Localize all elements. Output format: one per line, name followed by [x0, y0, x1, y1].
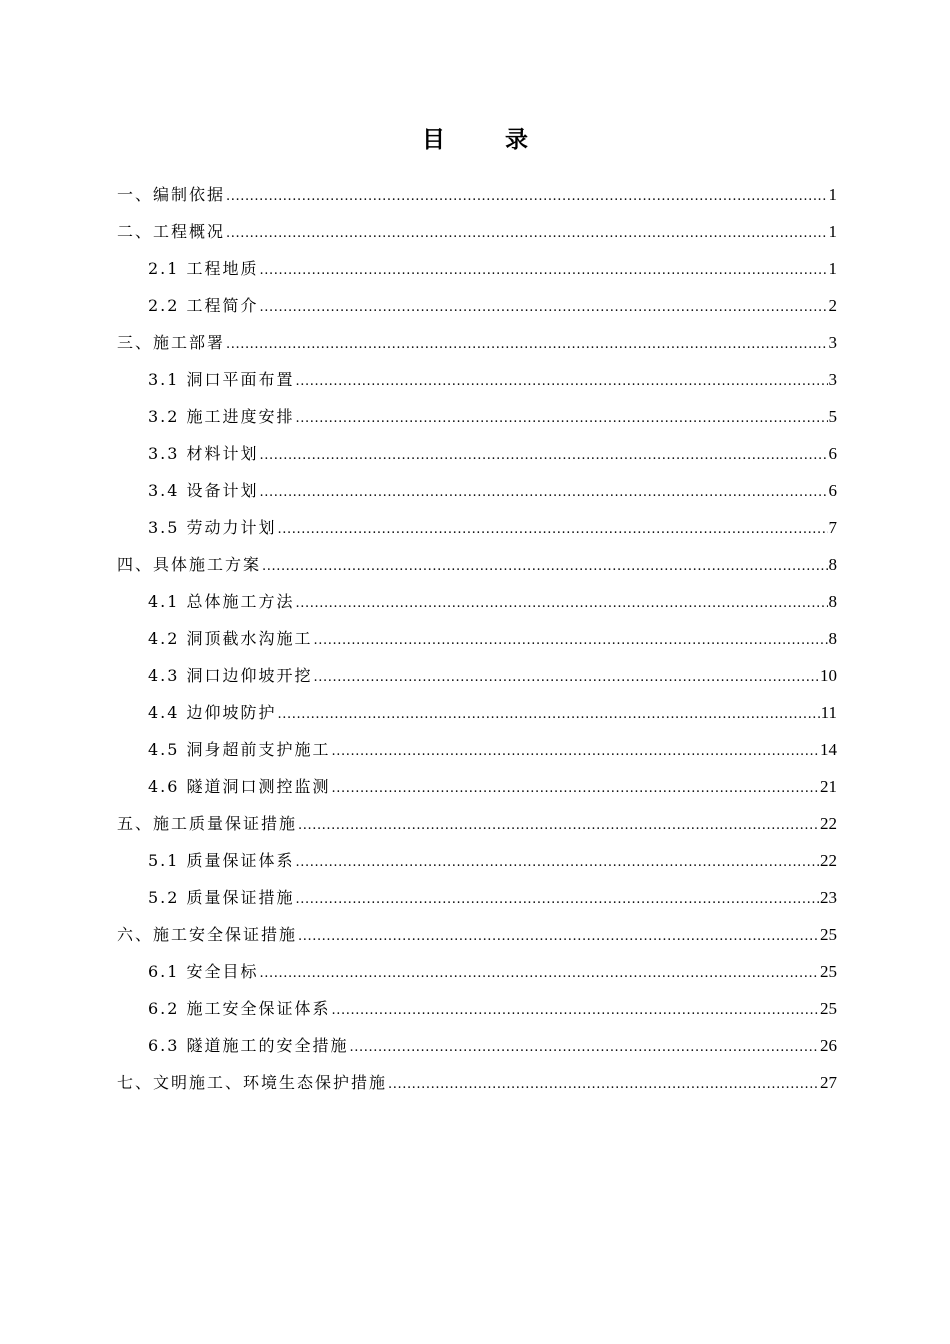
toc-leader-dots	[332, 990, 819, 1029]
toc-entry-label: 三、施工部署	[117, 333, 226, 352]
toc-page-number: 22	[820, 814, 837, 833]
toc-page-number: 8	[828, 555, 837, 574]
toc-page-number: 1	[828, 259, 837, 278]
toc-entry-label: 4.6 隧道洞口测控监测	[148, 777, 331, 796]
toc-leader-dots	[314, 657, 819, 696]
toc-entry[interactable]	[117, 990, 837, 1027]
toc-entry-label: 3.3 材料计划	[148, 444, 259, 463]
toc-page-number: 3	[828, 370, 837, 389]
toc-leader-dots	[278, 694, 820, 733]
toc-entry-label: 3.5 劳动力计划	[148, 518, 277, 537]
toc-entry[interactable]	[117, 287, 837, 324]
toc-entry[interactable]	[117, 176, 837, 213]
toc-leader-dots	[314, 620, 828, 659]
toc-entry[interactable]	[117, 472, 837, 509]
toc-page-number: 11	[820, 703, 837, 722]
toc-leader-dots	[260, 250, 828, 289]
toc-page-number: 6	[828, 444, 837, 463]
toc-entry-label: 6.1 安全目标	[148, 962, 259, 981]
toc-page-number: 25	[820, 925, 837, 944]
toc-page-number: 27	[820, 1073, 837, 1092]
toc-leader-dots	[332, 768, 819, 807]
toc-entry[interactable]	[117, 916, 837, 953]
toc-leader-dots	[226, 213, 827, 252]
toc-entry-label: 5.2 质量保证措施	[148, 888, 295, 907]
toc-leader-dots	[296, 361, 828, 400]
toc-leader-dots	[298, 805, 819, 844]
toc-entry[interactable]	[117, 435, 837, 472]
toc-entry-label: 3.4 设备计划	[148, 481, 259, 500]
toc-page-number: 10	[820, 666, 837, 685]
toc-page-number: 26	[820, 1036, 837, 1055]
toc-entry[interactable]	[117, 842, 837, 879]
table-of-contents	[117, 176, 837, 1101]
toc-page-number: 23	[820, 888, 837, 907]
toc-leader-dots	[350, 1027, 819, 1066]
toc-entry[interactable]	[117, 213, 837, 250]
toc-entry-label: 4.2 洞顶截水沟施工	[148, 629, 313, 648]
toc-leader-dots	[226, 176, 827, 215]
toc-leader-dots	[388, 1064, 819, 1103]
toc-entry-label: 七、文明施工、环境生态保护措施	[117, 1073, 388, 1092]
toc-page-number: 1	[828, 185, 837, 204]
toc-entry-label: 6.2 施工安全保证体系	[148, 999, 331, 1018]
toc-page-number: 25	[820, 962, 837, 981]
page-title: 目 录	[421, 126, 554, 153]
toc-leader-dots	[296, 398, 828, 437]
toc-entry-label: 6.3 隧道施工的安全措施	[148, 1036, 349, 1055]
toc-entry[interactable]	[117, 583, 837, 620]
toc-leader-dots	[260, 472, 828, 511]
toc-page-number: 5	[828, 407, 837, 426]
toc-entry[interactable]	[117, 768, 837, 805]
toc-entry-label: 六、施工安全保证措施	[117, 925, 298, 944]
toc-entry-label: 四、具体施工方案	[117, 555, 262, 574]
toc-entry-label: 3.2 施工进度安排	[148, 407, 295, 426]
toc-leader-dots	[298, 916, 819, 955]
toc-leader-dots	[226, 324, 827, 363]
toc-entry[interactable]	[117, 694, 837, 731]
toc-leader-dots	[278, 509, 828, 548]
toc-page-number: 8	[828, 629, 837, 648]
toc-entry[interactable]	[117, 657, 837, 694]
toc-page-number: 25	[820, 999, 837, 1018]
toc-entry[interactable]	[117, 509, 837, 546]
toc-entry-label: 3.1 洞口平面布置	[148, 370, 295, 389]
toc-entry-label: 一、编制依据	[117, 185, 226, 204]
toc-entry-label: 4.1 总体施工方法	[148, 592, 295, 611]
toc-entry[interactable]	[117, 361, 837, 398]
toc-entry[interactable]	[117, 620, 837, 657]
toc-entry[interactable]	[117, 805, 837, 842]
toc-page-number: 22	[820, 851, 837, 870]
toc-entry-label: 4.3 洞口边仰坡开挖	[148, 666, 313, 685]
toc-entry-label: 4.5 洞身超前支护施工	[148, 740, 331, 759]
toc-entry-label: 二、工程概况	[117, 222, 226, 241]
toc-leader-dots	[296, 583, 828, 622]
toc-page-number: 21	[820, 777, 837, 796]
toc-entry[interactable]	[117, 731, 837, 768]
toc-page-number: 6	[828, 481, 837, 500]
toc-entry-label: 五、施工质量保证措施	[117, 814, 298, 833]
toc-entry-label: 2.1 工程地质	[148, 259, 259, 278]
toc-page-number: 2	[828, 296, 837, 315]
toc-page-number: 1	[828, 222, 837, 241]
toc-entry[interactable]	[117, 398, 837, 435]
toc-entry[interactable]	[117, 1064, 837, 1101]
toc-leader-dots	[296, 879, 819, 918]
toc-entry[interactable]	[117, 546, 837, 583]
toc-page-number: 14	[820, 740, 837, 759]
toc-leader-dots	[262, 546, 827, 585]
toc-page-number: 3	[828, 333, 837, 352]
toc-entry[interactable]	[117, 953, 837, 990]
toc-leader-dots	[260, 953, 819, 992]
toc-entry[interactable]	[117, 1027, 837, 1064]
toc-leader-dots	[260, 435, 828, 474]
toc-page-number: 8	[828, 592, 837, 611]
toc-entry[interactable]	[117, 879, 837, 916]
toc-entry-label: 5.1 质量保证体系	[148, 851, 295, 870]
toc-entry-label: 4.4 边仰坡防护	[148, 703, 277, 722]
toc-page-number: 7	[828, 518, 837, 537]
toc-entry-label: 2.2 工程简介	[148, 296, 259, 315]
toc-entry[interactable]	[117, 324, 837, 361]
toc-leader-dots	[296, 842, 819, 881]
toc-leader-dots	[332, 731, 819, 770]
toc-entry[interactable]	[117, 250, 837, 287]
toc-leader-dots	[260, 287, 828, 326]
